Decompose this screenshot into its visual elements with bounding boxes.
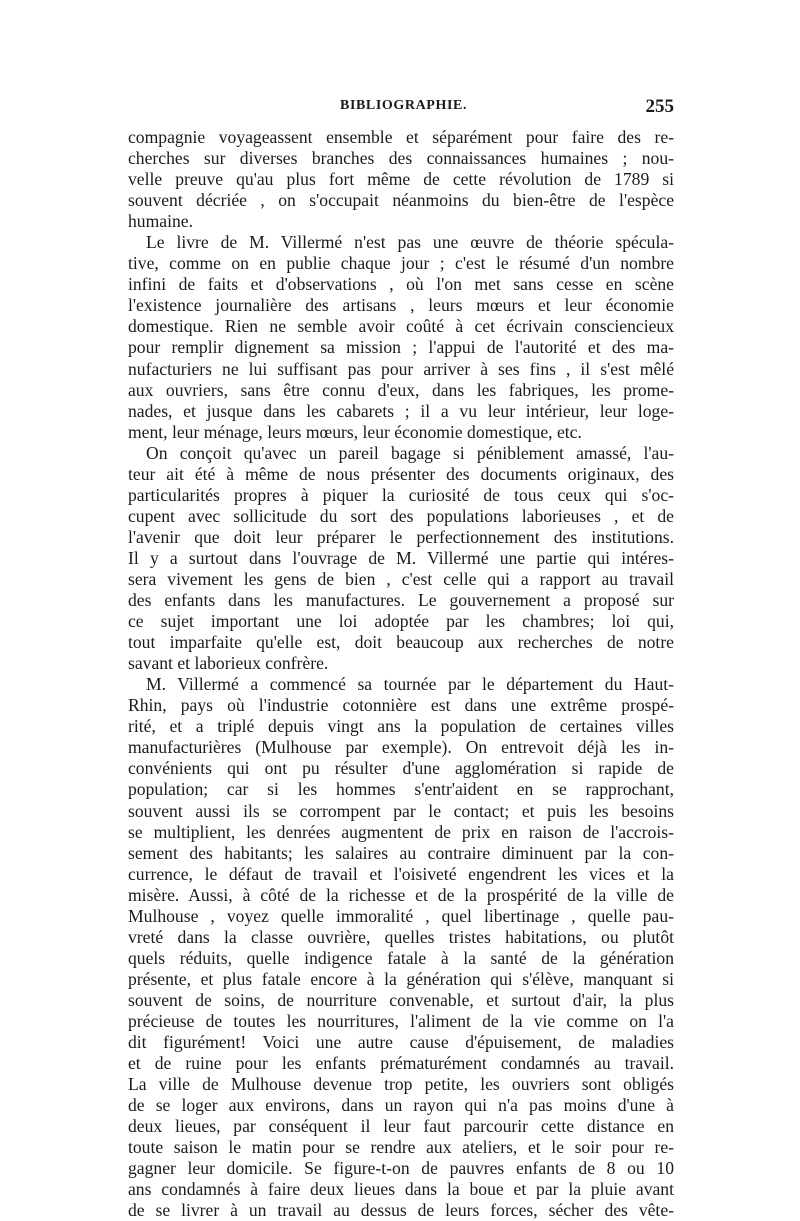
text-line: manufacturières (Mulhouse par exemple). On entrevoit déjà les in- (128, 737, 674, 758)
text-line: infini de faits et d'observations , où l'on met sans cesse en scène (128, 274, 674, 295)
text-line: savant et laborieux confrère. (128, 653, 329, 674)
text-line: population; car si les hommes s'entr'aident en se rapprochant, (128, 779, 674, 800)
text-line: deux lieues, par conséquent il leur faut parcourir cette distance en (128, 1116, 674, 1137)
text-line: tive, comme on en publie chaque jour ; c'est le résumé d'un nombre (128, 253, 674, 274)
text-line: compagnie voyageassent ensemble et séparément pour faire des re- (128, 127, 674, 147)
text-line: dit figurément! Voici une autre cause d'épuisement, de maladies (128, 1032, 674, 1053)
page-number: 255 (645, 96, 674, 117)
text-line: toute saison le matin pour se rendre aux ateliers, et le soir pour re- (128, 1137, 674, 1158)
text-line: Le livre de M. Villermé n'est pas une œuvre de théorie spécula- (146, 232, 674, 253)
text-line: souvent aussi ils se corrompent par le contact; et puis les besoins (128, 800, 674, 821)
text-line: humaine. (128, 211, 193, 232)
text-line: sement des habitants; les salaires au contraire diminuent par la con- (128, 842, 674, 863)
text-line: gagner leur domicile. Se figure-t-on de pauvres enfants de 8 ou 10 (128, 1158, 674, 1179)
text-line: souvent décriée , on s'occupait néanmoins du bien-être de l'espèce (128, 190, 674, 211)
text-line: sera vivement les gens de bien , c'est celle qui a rapport au travail (128, 568, 674, 589)
text-line: teur ait été à même de nous présenter des documents originaux, des (128, 463, 674, 484)
text-line: La ville de Mulhouse devenue trop petite, les ouvriers sont obligés (128, 1074, 674, 1095)
text-line: ans condamnés à faire deux lieues dans la boue et par la pluie avant (128, 1179, 674, 1200)
running-title: BIBLIOGRAPHIE. (340, 98, 468, 113)
text-line: nufacturiers ne lui suffisant pas pour arriver à ses fins , il s'est mêlé (128, 358, 674, 379)
text-line: des enfants dans les manufactures. Le gouvernement a proposé sur (128, 590, 674, 611)
text-line: On conçoit qu'avec un pareil bagage si péniblement amassé, l'au- (146, 442, 674, 463)
text-line: l'existence journalière des artisans , leurs mœurs et leur économie (128, 295, 674, 316)
text-line: de se loger aux environs, dans un rayon qui n'a pas moins d'une à (128, 1095, 674, 1116)
text-line: précieuse de toutes les nourritures, l'aliment de la vie comme on l'a (128, 1010, 674, 1031)
text-line: cupent avec sollicitude du sort des populations laborieuses , et de (128, 505, 674, 526)
text-line: aux ouvriers, sans être connu d'eux, dans les fabriques, les prome- (128, 379, 674, 400)
running-header (128, 96, 674, 120)
body-text (128, 127, 674, 1221)
text-line: M. Villermé a commencé sa tournée par le département du Haut- (146, 674, 674, 695)
text-line: souvent de soins, de nourriture convenable, et surtout d'air, la plus (128, 989, 674, 1010)
text-line: rité, et a triplé depuis vingt ans la population de certaines villes (128, 716, 674, 737)
text-line: convénients qui ont pu résulter d'une agglomération si rapide de (128, 758, 674, 779)
text-line: misère. Aussi, à côté de la richesse et de la prospérité de la ville de (128, 884, 674, 905)
text-line: ment, leur ménage, leurs mœurs, leur économie domestique, etc. (128, 421, 582, 442)
text-line: currence, le défaut de travail et l'oisiveté engendrent les vices et la (128, 863, 674, 884)
text-line: velle preuve qu'au plus fort même de cette révolution de 1789 si (128, 169, 674, 190)
text-line: nades, et jusque dans les cabarets ; il a vu leur intérieur, leur loge- (128, 400, 674, 421)
text-line: particularités propres à piquer la curiosité de tous ceux qui s'oc- (128, 484, 674, 505)
text-line: se multiplient, les denrées augmentent de prix en raison de l'accrois- (128, 821, 674, 842)
text-line: tout imparfaite qu'elle est, doit beaucoup aux recherches de notre (128, 632, 674, 653)
text-line: ce sujet important une loi adoptée par les chambres; loi qui, (128, 611, 674, 632)
text-line: domestique. Rien ne semble avoir coûté à cet écrivain consciencieux (128, 316, 674, 337)
text-line: de se livrer à un travail au dessus de leurs forces, sécher des vête- (128, 1200, 674, 1221)
text-line: l'avenir que doit leur préparer le perfectionnement des institutions. (128, 526, 674, 547)
text-line: Mulhouse , voyez quelle immoralité , quel libertinage , quelle pau- (128, 905, 674, 926)
text-line: vreté dans la classe ouvrière, quelles tristes habitations, ou plutôt (128, 926, 674, 947)
text-line: pour remplir dignement sa mission ; l'appui de l'autorité et des ma- (128, 337, 674, 358)
text-line: et de ruine pour les enfants prématurément condamnés au travail. (128, 1053, 674, 1074)
text-line: Il y a surtout dans l'ouvrage de M. Villermé une partie qui intéres- (128, 547, 674, 568)
text-line: quels réduits, quelle indigence fatale à la santé de la génération (128, 947, 674, 968)
text-line: Rhin, pays où l'industrie cotonnière est dans une extrême prospé- (128, 695, 674, 716)
text-line: présente, et plus fatale encore à la génération qui s'élève, manquant si (128, 968, 674, 989)
text-line: cherches sur diverses branches des connaissances humaines ; nou- (128, 148, 674, 169)
